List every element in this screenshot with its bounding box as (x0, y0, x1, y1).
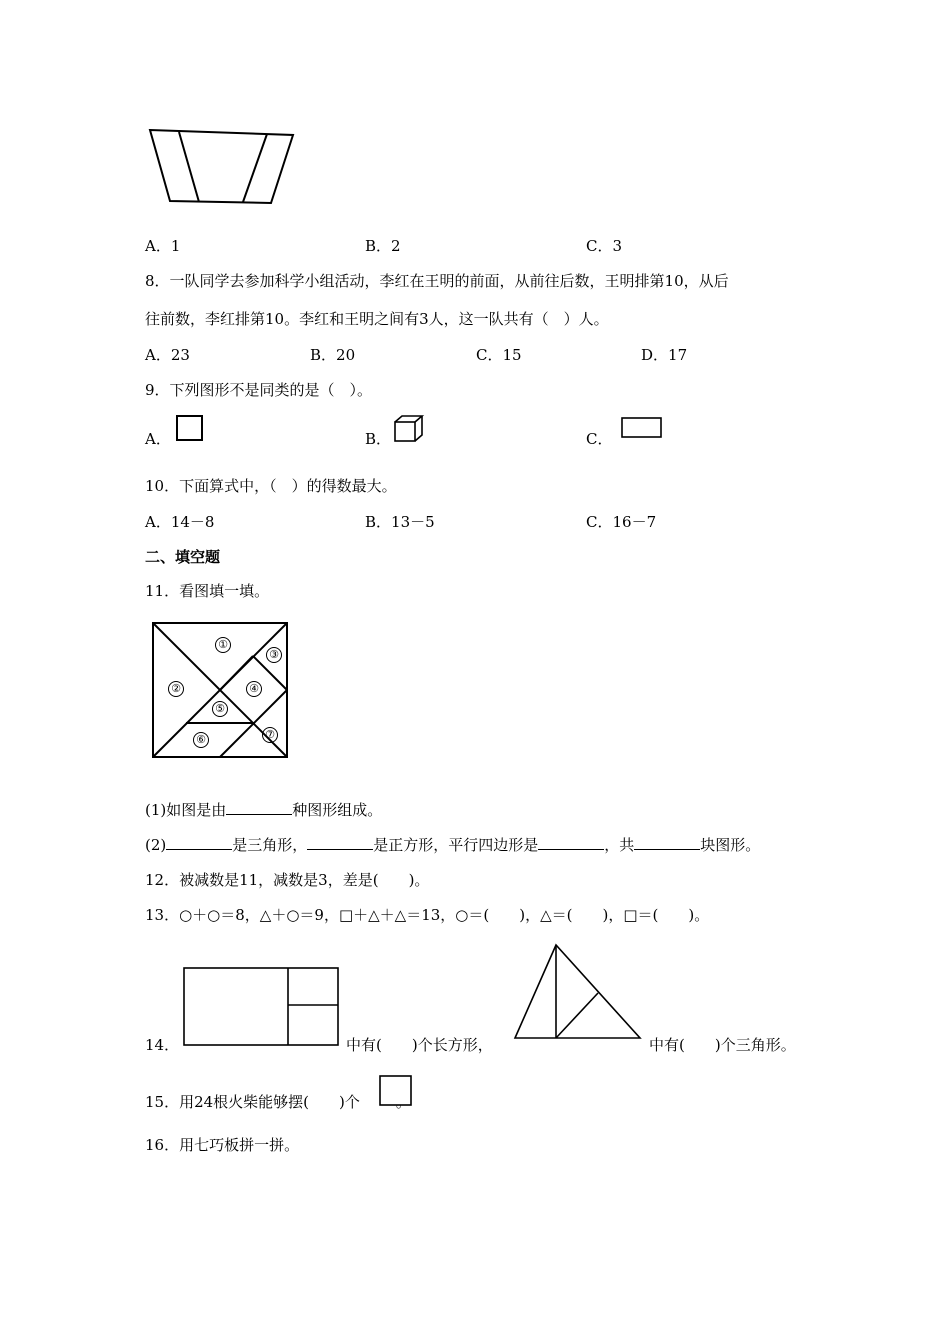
q8-option-d[interactable]: D．17 (641, 346, 688, 364)
q13-stem: 13．○＋○＝8，△＋○＝9，□＋△＋△＝13，○＝( )，△＝( )，□＝( )。 (145, 906, 710, 924)
section-title-fill-in: 二、填空题 (145, 548, 221, 566)
q15-square-figure (378, 1074, 414, 1108)
q11-sub2-text-square: 是正方形，平行四边形是 (373, 836, 539, 854)
q11-sub2 (145, 835, 760, 855)
q11-sub1 (145, 800, 382, 820)
tangram-label-7: ⑦ (262, 727, 278, 743)
q11-stem: 11．看图填一填。 (145, 582, 270, 600)
q14-text-rectangles: 中有( )个长方形， (346, 1036, 493, 1054)
q10-option-a[interactable]: A．14－8 (145, 513, 215, 531)
q11-sub2-blank-total[interactable] (634, 835, 700, 850)
q8-option-c[interactable]: C．15 (476, 346, 522, 364)
q10-stem: 10．下面算式中，（ ）的得数最大。 (145, 477, 397, 495)
q9-square-figure (175, 414, 205, 444)
q8-stem-line2: 往前数，李红排第10。李红和王明之间有3人，这一队共有（ ）人。 (145, 310, 609, 328)
q11-sub1-suffix: 种图形组成。 (292, 801, 383, 819)
tangram-label-1: ① (215, 637, 231, 653)
q11-sub2-prefix: (2) (145, 836, 167, 854)
q9-option-a[interactable]: A． (145, 430, 171, 448)
q9-option-b[interactable]: B． (365, 430, 392, 448)
q11-sub2-blank-triangles[interactable] (166, 835, 232, 850)
q9-option-c[interactable]: C． (586, 430, 613, 448)
q11-sub1-blank[interactable] (226, 800, 292, 815)
q14-rectangles-figure (182, 966, 342, 1048)
q11-sub2-text-triangle: 是三角形， (232, 836, 308, 854)
q9-cube-figure (393, 414, 427, 444)
q11-sub2-suffix: 块图形。 (700, 836, 761, 854)
q10-option-c[interactable]: C．16－7 (586, 513, 657, 531)
q12-stem: 12．被减数是11，减数是3，差是( )。 (145, 871, 430, 889)
q15-text: 15．用24根火柴能够摆( )个 (145, 1093, 360, 1111)
q16-stem: 16．用七巧板拼一拼。 (145, 1136, 300, 1154)
q7-option-c[interactable]: C．3 (586, 237, 623, 255)
tangram-label-2: ② (168, 681, 184, 697)
tangram-label-4: ④ (246, 681, 262, 697)
tangram-label-3: ③ (266, 647, 282, 663)
q11-sub2-blank-square[interactable] (307, 835, 373, 850)
q9-rectangle-figure (620, 416, 664, 440)
q7-option-a[interactable]: A．1 (145, 237, 181, 255)
q7-option-b[interactable]: B．2 (365, 237, 401, 255)
q15-stem (145, 1092, 411, 1112)
q10-option-b[interactable]: B．13－5 (365, 513, 435, 531)
q8-option-b[interactable]: B．20 (310, 346, 356, 364)
tangram-label-5: ⑤ (212, 701, 228, 717)
q15-period: 。 (395, 1093, 411, 1111)
q7-trapezoid-figure (145, 125, 300, 210)
q14-triangles-figure (512, 942, 644, 1042)
q11-tangram-figure (150, 620, 292, 760)
q11-sub2-blank-parallelogram[interactable] (538, 835, 604, 850)
q11-sub1-prefix: (1)如图是由 (145, 801, 227, 819)
q8-option-a[interactable]: A．23 (145, 346, 190, 364)
q11-sub2-text-total: ，共 (604, 836, 635, 854)
q14-text-triangles: 中有( )个三角形。 (649, 1036, 796, 1054)
q9-stem: 9．下列图形不是同类的是（ ）。 (145, 381, 373, 399)
q14-number: 14． (145, 1036, 180, 1054)
q8-stem-line1: 8．一队同学去参加科学小组活动，李红在王明的前面，从前往后数，王明排第10，从后 (145, 272, 729, 290)
tangram-label-6: ⑥ (193, 732, 209, 748)
